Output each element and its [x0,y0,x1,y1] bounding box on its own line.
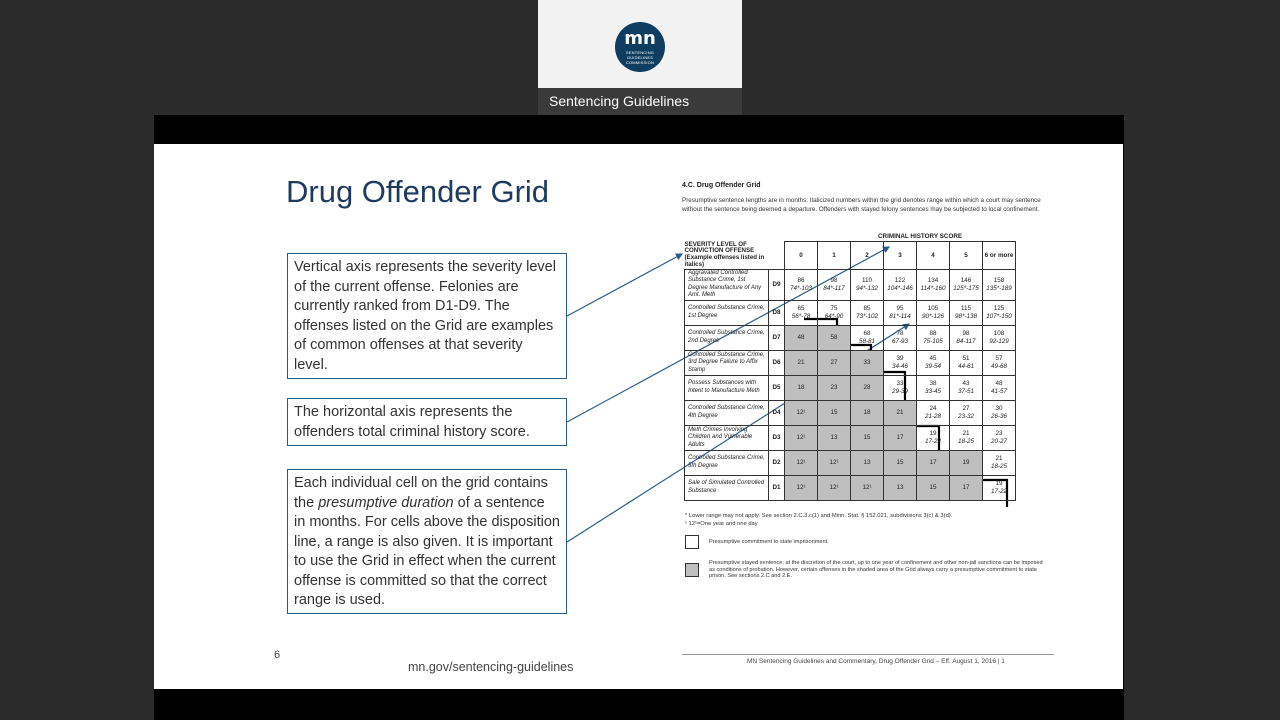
participant-video [538,0,742,88]
grid-notes [685,512,952,528]
cell-range: 104*-146 [887,284,913,292]
grid-cell [917,426,950,451]
drug-offender-grid [684,241,1016,501]
grid-cell [950,401,983,426]
cell-range: 64*-90 [824,313,844,321]
cell-duration: 75 [830,305,838,313]
severity-level: D2 [769,451,785,476]
cell-duration: 57 [995,355,1003,363]
grid-cell [884,476,917,501]
cell-range: 73*-102 [855,313,879,321]
grid-cell [785,451,818,476]
grid-cell [983,426,1016,451]
cell-range: 37-51 [957,388,975,396]
cell-duration: 12¹ [862,484,872,492]
cell-range: 29-39 [891,388,909,396]
cell-duration: 33 [863,359,871,367]
grid-cell [785,301,818,326]
cell-duration: 95 [896,305,904,313]
grid-row [685,451,1016,476]
grid-cell [983,476,1016,501]
offense-example: Meth Crimes Involving Children and Vulnerable Adults [685,426,769,451]
grid-cell [884,326,917,351]
grid-row [685,401,1016,426]
cell-range: 94*-132 [855,284,879,292]
cell-duration: 12¹ [796,409,806,417]
cell-range: 23-32 [957,413,975,421]
cell-duration: 23 [995,430,1003,438]
offense-example: Possess Substances with Intent to Manufacture Meth [685,376,769,401]
cell-duration: 58 [830,334,838,342]
cell-range: 56*-78 [791,313,811,321]
participant-name: Sentencing Guidelines [549,93,690,109]
cell-duration: 110 [861,277,873,285]
cell-duration: 78 [896,330,904,338]
cell-range: 26-36 [990,413,1008,421]
grid-cell [851,351,884,376]
grid-cell [851,269,884,300]
grid-row [685,269,1016,300]
grid-cell [785,269,818,300]
grid-cell [785,351,818,376]
cell-duration: 12¹ [829,459,839,467]
grid-cell [950,269,983,300]
grid-cell [851,476,884,501]
grid-cell [818,301,851,326]
doc-intro: Presumptive sentence lengths are in months. Italicized numbers within the grid denotes range within which a court may sentence without the sentence being deemed a departure. Offenders with stayed felony sentences may be subjected to local confinement. [682,197,1041,213]
cell-duration: 17 [962,484,970,492]
grid-cell [983,269,1016,300]
grid-cell [983,451,1016,476]
grid-cell [983,376,1016,401]
horizontal-axis-text: The horizontal axis represents the offenders total criminal history score. [294,404,530,440]
cell-duration: 98 [962,330,970,338]
cell-duration: 108 [993,330,1005,338]
cell-duration: 45 [929,355,937,363]
cell-duration: 19 [995,480,1003,488]
cell-duration: 12¹ [796,434,806,442]
grid-row [685,476,1016,501]
grid-cell [950,326,983,351]
cell-duration: 15 [896,459,904,467]
grid-cell [884,376,917,401]
slide-title: Drug Offender Grid [286,174,550,209]
severity-level: D8 [769,301,785,326]
severity-level: D3 [769,426,785,451]
cell-duration: 65 [797,305,805,313]
severity-level: D5 [769,376,785,401]
cell-duration: 115 [960,305,972,313]
logo-subtext: SENTENCING GUIDELINES COMMISSION [625,50,655,65]
grid-cell [983,301,1016,326]
offense-example: Controlled Substance Crime, 5th Degree [685,451,769,476]
legend-white-swatch [685,535,699,549]
legend-gray-swatch [685,563,699,577]
cell-duration: 15 [929,484,937,492]
cell-duration: 21 [962,430,970,438]
grid-cell [851,401,884,426]
cell-range: 90*-126 [921,313,945,321]
cell-duration: 86 [797,277,805,285]
cell-duration: 88 [929,330,937,338]
cell-duration: 18 [797,384,805,392]
participant-tile[interactable] [538,0,742,115]
grid-cell [950,376,983,401]
cell-duration: 21 [995,455,1003,463]
grid-cell [851,301,884,326]
cell-range: 17-22 [924,438,942,446]
commission-logo [615,22,665,72]
cell-duration: 68 [863,330,871,338]
cell-duration: 85 [863,305,871,313]
cell-duration: 27 [830,359,838,367]
severity-level: D1 [769,476,785,501]
grid-row [685,351,1016,376]
cell-range: 17-22 [990,488,1008,496]
note-lower-range: * Lower range may not apply. See section 2.C.3.c(1) and Minn. Stat. § 152.021, subdivisions 3(c) & 3(d). [685,513,953,519]
grid-cell [917,351,950,376]
legend-white-text: Presumptive commitment to state imprisonment. [709,539,829,545]
severity-level: D4 [769,401,785,426]
grid-cell [884,269,917,300]
score-header-0: 0 [785,242,818,270]
cell-duration: 15 [830,409,838,417]
vertical-axis-text: Vertical axis represents the severity level of the current offense. Felonies are currently ranked from D1-D9. The offenses listed on the Grid are examples of common offenses at that severity level. [294,259,556,373]
cell-duration: 43 [962,380,970,388]
grid-cell [851,326,884,351]
severity-level: D7 [769,326,785,351]
cell-duration: 33 [896,380,904,388]
score-header-3: 3 [884,242,917,270]
cell-note-text-post: of a sentence in months. For cells above the disposition line, a range is also given. It is important to use the Grid in effect when the current offense is committed so that the correct range is used. [294,494,560,608]
grid-cell [917,476,950,501]
note-one-year: ¹ 12¹=One year and one day [685,521,758,527]
cell-duration: 23 [830,384,838,392]
cell-range: 75-105 [923,338,943,346]
grid-cell [950,351,983,376]
cell-range: 114*-160 [920,284,946,292]
cell-duration: 38 [929,380,937,388]
cell-duration: 12¹ [796,459,806,467]
grid-cell [884,301,917,326]
cell-range: 84-117 [956,338,976,346]
cell-duration: 122 [894,277,906,285]
grid-row [685,326,1016,351]
cell-note-text-pre: Each individual cell on the grid contains the [294,475,548,511]
grid-cell [917,301,950,326]
grid-cell [983,326,1016,351]
grid-cell [950,476,983,501]
offense-example: Sale of Simulated Controlled Substance [685,476,769,501]
cell-duration: 30 [995,405,1003,413]
cell-range: 92-129 [989,338,1009,346]
grid-cell [818,326,851,351]
cell-range: 74*-103 [789,284,813,292]
grid-cell [818,401,851,426]
cell-range: 84*-117 [823,284,845,292]
grid-cell [884,451,917,476]
cell-range: 18-25 [957,438,975,446]
grid-cell [884,351,917,376]
grid-cell [950,301,983,326]
cell-range: 33-45 [924,388,942,396]
cell-range: 67-93 [891,338,909,346]
severity-label [685,242,785,270]
cell-duration: 48 [995,380,1003,388]
cell-duration: 105 [927,305,939,313]
grid-cell [818,351,851,376]
slide-url: mn.gov/sentencing-guidelines [408,660,574,674]
grid-cell [884,401,917,426]
cell-range: 20-27 [990,438,1008,446]
offense-example: Controlled Substance Crime, 1st Degree [685,301,769,326]
grid-cell [917,326,950,351]
doc-footer: MN Sentencing Guidelines and Commentary, Drug Offender Grid – Eff. August 1, 2016 | 1 [747,658,1005,665]
cell-duration: 158 [993,277,1005,285]
doc-heading: 4.C. Drug Offender Grid [682,182,761,189]
doc-footer-rule [682,654,1054,655]
grid-cell [785,376,818,401]
score-header-4: 4 [917,242,950,270]
offense-example: Controlled Substance Crime, 2nd Degree [685,326,769,351]
grid-cell [818,269,851,300]
slide-page-number: 6 [274,649,281,661]
severity-title: SEVERITY LEVEL OF CONVICTION OFFENSE [684,240,755,255]
cell-range: 41-57 [990,388,1008,396]
cell-range: 81*-114 [889,313,911,321]
cell-duration: 12¹ [829,484,839,492]
cell-range: 39-54 [924,363,942,371]
legend-gray-text: Presumptive stayed sentence; at the discretion of the court, up to one year of confinement and other non-jail sanctions can be imposed as conditions of probation. However, certain offenses in the shaded area of the Grid always carry a presumptive commitment to state prison. See sections 2.C and 2.E. [709,560,1043,579]
grid-cell [983,351,1016,376]
cell-duration: 19 [929,430,937,438]
presentation-slide [154,144,1123,689]
cell-range: 58-81 [858,338,876,346]
grid-cell [785,476,818,501]
score-header-2: 2 [851,242,884,270]
grid-cell [851,376,884,401]
score-header-5: 5 [950,242,983,270]
cell-range: 21-28 [924,413,942,421]
cell-duration: 19 [962,459,970,467]
cell-duration: 27 [962,405,970,413]
cell-range: 18-25 [990,463,1008,471]
cell-range: 98*-138 [954,313,978,321]
cell-duration: 13 [896,484,904,492]
cell-duration: 28 [863,384,871,392]
grid-cell [851,426,884,451]
cell-duration: 146 [960,277,972,285]
cell-duration: 18 [863,409,871,417]
grid-cell [785,426,818,451]
cell-duration: 24 [929,405,937,413]
logo-mark: mn [624,28,656,49]
cell-duration: 21 [797,359,805,367]
grid-cell [818,476,851,501]
cell-duration: 17 [929,459,937,467]
grid-cell [950,451,983,476]
score-header-6: 6 or more [983,242,1016,270]
grid-cell [818,376,851,401]
grid-header-row [685,242,1016,270]
cell-duration: 21 [896,409,904,417]
cell-duration: 51 [962,355,970,363]
cell-duration: 125 [993,305,1005,313]
severity-level: D6 [769,351,785,376]
severity-level: D9 [769,269,785,300]
cell-duration: 98 [830,277,838,285]
grid-cell [917,269,950,300]
cell-duration: 13 [863,459,871,467]
severity-subtitle: (Example offenses listed in italics) [684,254,765,268]
grid-row [685,301,1016,326]
grid-cell [917,451,950,476]
grid-cell [884,426,917,451]
cell-duration: 15 [863,434,871,442]
cell-duration: 17 [896,434,904,442]
cell-duration: 13 [830,434,838,442]
cell-range: 34-46 [891,363,909,371]
offense-example: Aggravated Controlled Substance Crime, 1st Degree Manufacture of Any Amt. Meth [685,269,769,300]
cell-range: 49-68 [990,363,1008,371]
cell-duration: 39 [896,355,904,363]
arrow-to-severity-axis [567,254,682,316]
cell-range: 125*-175 [953,284,979,292]
score-header-1: 1 [818,242,851,270]
grid-row [685,426,1016,451]
cell-duration: 48 [797,334,805,342]
grid-cell [950,426,983,451]
grid-cell [818,451,851,476]
grid-cell [917,376,950,401]
cell-range: 135*-189 [986,284,1012,292]
cell-duration: 134 [927,277,939,285]
cell-range: 44-61 [957,363,975,371]
cell-note-text-italic: presumptive duration [318,494,454,511]
offense-example: Controlled Substance Crime, 4th Degree [685,401,769,426]
grid-cell [785,401,818,426]
cell-duration: 12¹ [796,484,806,492]
offense-example: Controlled Substance Crime, 3rd Degree Failure to Affix Stamp [685,351,769,376]
grid-row [685,376,1016,401]
cell-range: 107*-150 [986,313,1012,321]
grid-cell [818,426,851,451]
grid-cell [917,401,950,426]
grid-cell [983,401,1016,426]
grid-cell [851,451,884,476]
grid-cell [785,326,818,351]
criminal-history-label: CRIMINAL HISTORY SCORE [878,233,963,240]
